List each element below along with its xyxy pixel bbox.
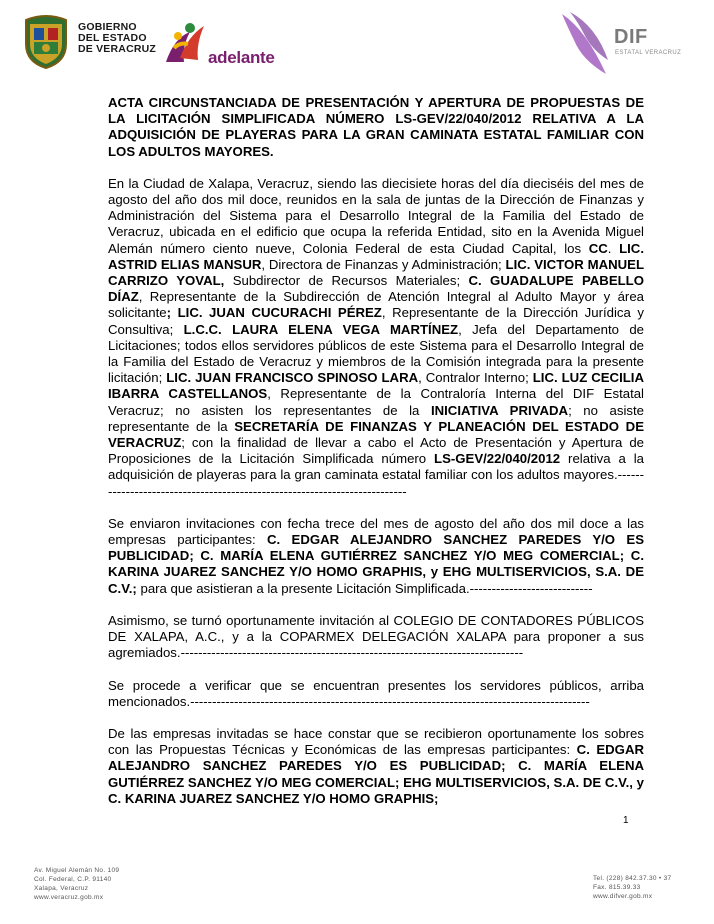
document-body <box>108 95 644 823</box>
page-number: 1 <box>623 815 629 826</box>
document-title: ACTA CIRCUNSTANCIADA DE PRESENTACIÓN Y APERTURA DE PROPUESTAS DE LA LICITACIÓN SIMPLIFICADA NÚMERO LS-GEV/22/040/2012 RELATIVA A LA ADQUISICIÓN DE PLAYERAS PARA LA GRAN CAMINATA ESTATAL FAMILIAR CON LOS ADULTOS MAYORES. <box>108 95 644 159</box>
dif-logo-title: DIF <box>614 26 648 48</box>
paragraph-colegio: Asimismo, se turnó oportunamente invitación al COLEGIO DE CONTADORES PÚBLICOS DE XALAPA, A.C., y a la COPARMEX DELEGACIÓN XALAPA para proponer a sus agremiados.------------------------------------------------------------------------------ <box>108 612 644 661</box>
paragraph-meeting: En la Ciudad de Xalapa, Veracruz, siendo las diecisiete horas del día dieciséis del mes de agosto del año dos mil doce, reunidos en la sala de juntas de la Dirección de Finanzas y Administración del Sistema para el Desarrollo Integral de la Familia del Estado de Veracruz, ubicada en el edificio que ocupa la referida Entidad, sito en la Avenida Miguel Alemán número ciento nueve, Colonia Federal de esta Ciudad Capital, los CC. LIC. ASTRID ELIAS MANSUR, Directora de Finanzas y Administración; LIC. VICTOR MANUEL CARRIZO YOVAL, Subdirector de Recursos Materiales; C. GUADALUPE PABELLO DÍAZ, Representante de la Subdirección de Atención Integral al Adulto Mayor y área solicitante; LIC. JUAN CUCURACHI PÉREZ, Representante de la Dirección Jurídica y Consultiva; L.C.C. LAURA ELENA VEGA MARTÍNEZ, Jefa del Departamento de Licitaciones; todos ellos servidores públicos de este Sistema para el Desarrollo Integral de la Familia del Estado de Veracruz y miembros de la Comisión integrada para la presente licitación; LIC. JUAN FRANCISCO SPINOSO LARA, Contralor Interno; LIC. LUZ CECILIA IBARRA CASTELLANOS, Representante de la Contraloría Interna del DIF Estatal Veracruz; no asisten los representantes de la INICIATIVA PRIVADA; no asiste representante de la SECRETARÍA DE FINANZAS Y PLANEACIÓN DEL ESTADO DE VERACRUZ; con la finalidad de llevar a cabo el Acto de Presentación y Apertura de Proposiciones de la Licitación Simplificada número LS-GEV/22/040/2012 relativa a la adquisición de playeras para la gran caminata estatal familiar con los adultos mayores.-------------------------------------------------------------------------- <box>108 175 644 499</box>
footer-address: Av. Miguel Alemán No. 109 Col. Federal, C.P. 91140 Xalapa, Veracruz www.veracruz.gob.mx <box>34 867 120 901</box>
government-name: GOBIERNO DEL ESTADO DE VERACRUZ <box>78 21 157 55</box>
veracruz-coat-of-arms-icon <box>22 14 70 70</box>
paragraph-invitations: Se enviaron invitaciones con fecha trece del mes de agosto del año dos mil doce a las empresas participantes: C. EDGAR ALEJANDRO SANCHEZ PAREDES Y/O ES PUBLICIDAD; C. MARÍA ELENA GUTIÉRREZ SANCHEZ Y/O MEG COMERCIAL; C. KARINA JUAREZ SANCHEZ Y/O HOMO GRAPHIS, y EHG MULTISERVICIOS, S.A. DE C.V.; para que asistieran a la presente Licitación Simplificada.---------------------------- <box>108 515 644 596</box>
dif-logo-subtitle: ESTATAL VERACRUZ <box>615 50 682 56</box>
letterhead <box>0 0 714 90</box>
adelante-logo-text: adelante <box>208 48 275 67</box>
paragraph-proposals: De las empresas invitadas se hace constar que se recibieron oportunamente los sobres con las Propuestas Técnicas y Económicas de las empresas participantes: C. EDGAR ALEJANDRO SANCHEZ PAREDES Y/O ES PUBLICIDAD; C. MARÍA ELENA GUTIÉRREZ SANCHEZ Y/O MEG COMERCIAL; EHG MULTISERVICIOS, S.A. DE C.V., y C. KARINA JUAREZ SANCHEZ Y/O HOMO GRAPHIS; <box>108 725 644 806</box>
footer-contact: Tel. (228) 842.37.30 • 37 Fax. 815.39.33 www.difver.gob.mx <box>593 875 672 900</box>
paragraph-verification: Se procede a verificar que se encuentran presentes los servidores públicos, arriba mencionados.------------------------------------------------------------------------------------------- <box>108 677 644 709</box>
adelante-figure-icon <box>160 18 210 68</box>
dif-swoosh-icon <box>556 10 612 78</box>
